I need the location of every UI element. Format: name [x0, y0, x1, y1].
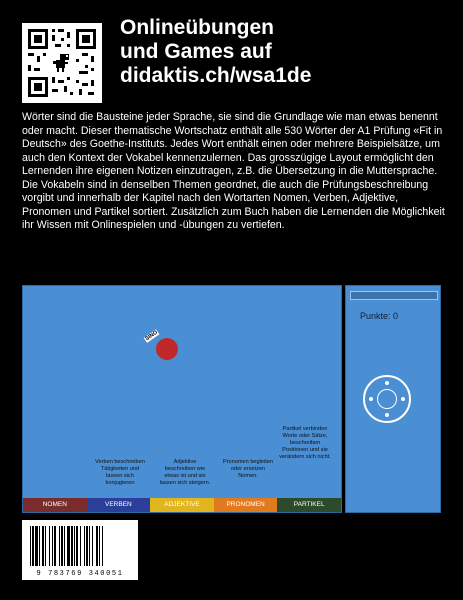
heading-line-1: Onlineübungen [120, 16, 274, 39]
barcode-bar [54, 526, 56, 566]
barcode-bar [80, 526, 81, 566]
barcode-bar [32, 526, 34, 566]
category-nomen[interactable]: NOMEN [23, 498, 87, 512]
barcode-bar [45, 526, 46, 566]
joystick-control[interactable] [363, 375, 411, 423]
barcode-bar [49, 526, 50, 566]
verben-description: Verben beschreiben Tätigkeiten und lassen sich konjugieren [95, 459, 145, 486]
game-canvas[interactable] [22, 285, 342, 513]
category-verben[interactable]: VERBEN [87, 498, 151, 512]
barcode-bar [96, 526, 98, 566]
word-ball-label: SINO [144, 329, 159, 343]
barcode-bar [64, 526, 65, 566]
barcode-bar [61, 526, 63, 566]
heading-line-3: didaktis.ch/wsa1de [120, 64, 312, 87]
barcode-bar [84, 526, 85, 566]
heading-line-2: und Games auf [120, 40, 272, 63]
joystick-right-dot [401, 397, 405, 401]
qr-code [22, 23, 102, 103]
barcode-bar [67, 526, 70, 566]
barcode-bar [52, 526, 53, 566]
barcode-bar [102, 526, 103, 566]
barcode-bar [86, 526, 88, 566]
book-description [22, 111, 446, 233]
barcode-bar [76, 526, 78, 566]
barcode-bar [35, 526, 38, 566]
barcode-bar [30, 526, 31, 566]
score-label: Punkte: 0 [360, 311, 399, 321]
category-partikel[interactable]: PARTIKEL [277, 498, 341, 512]
barcode-digits: 9 783769 340051 [36, 570, 124, 578]
pronomen-description: Pronomen begleiten oder ersetzen Nomen. [222, 459, 274, 479]
barcode [22, 520, 138, 580]
joystick-up-dot [385, 381, 389, 385]
partikel-description: Partikel verbinden Worte oder Sätze, beschreiben Positionen und sie verändern sich nicht. [279, 426, 331, 460]
barcode-bar [39, 526, 40, 566]
progress-bar [350, 291, 438, 300]
category-bar [23, 498, 341, 512]
book-description-text: Wörter sind die Bausteine jeder Sprache, sie sind die Grundlage wie man etwas benennt oder macht. Dieser thematische Wortschatz enthält alle 530 Wörter der A1 Prüfung «Fit in Deutsch» des Goethe-Instituts. Jedes Wort enthält einen oder mehrere Beispielsätze, um auch den Kontext der Vokabel kennenzulernen. Das grosszügige Layout ermöglicht den Lernenden ihre eigenen Notizen einzutragen, z.B. die Übersetzung in die Muttersprache. Die Vokabeln sind in denselben Themen geordnet, die auch die Prüfungsbeschreibung vorgibt und innerhalb der Kapitel nach den Wortarten Nomen, Verben, Adjektive, Pronomen und Partikel sortiert. Zusätzlich zum Buch haben die Lernenden die Möglichkeit ihr Wissen mit Onlinespielen und -übungen zu vertiefen. [22, 111, 445, 231]
qr-code-graphic [22, 23, 102, 103]
joystick-left-dot [369, 397, 373, 401]
game-sidebar [345, 285, 441, 513]
category-pronomen[interactable]: PRONOMEN [214, 498, 278, 512]
barcode-bar [59, 526, 60, 566]
word-ball[interactable] [156, 338, 178, 360]
barcode-bar [74, 526, 75, 566]
barcode-bar [89, 526, 90, 566]
joystick-knob[interactable] [377, 389, 397, 409]
adjektive-description: Adjektive beschreiben wie etwas ist und sie lassen sich steigern. [159, 459, 211, 486]
joystick-down-dot [385, 413, 389, 417]
barcode-bar [42, 526, 44, 566]
heading [120, 16, 311, 88]
barcode-bar [92, 526, 93, 566]
category-adjektive[interactable]: ADJEKTIVE [150, 498, 214, 512]
barcode-bar [71, 526, 73, 566]
barcode-bars [22, 524, 138, 574]
barcode-bar [99, 526, 100, 566]
